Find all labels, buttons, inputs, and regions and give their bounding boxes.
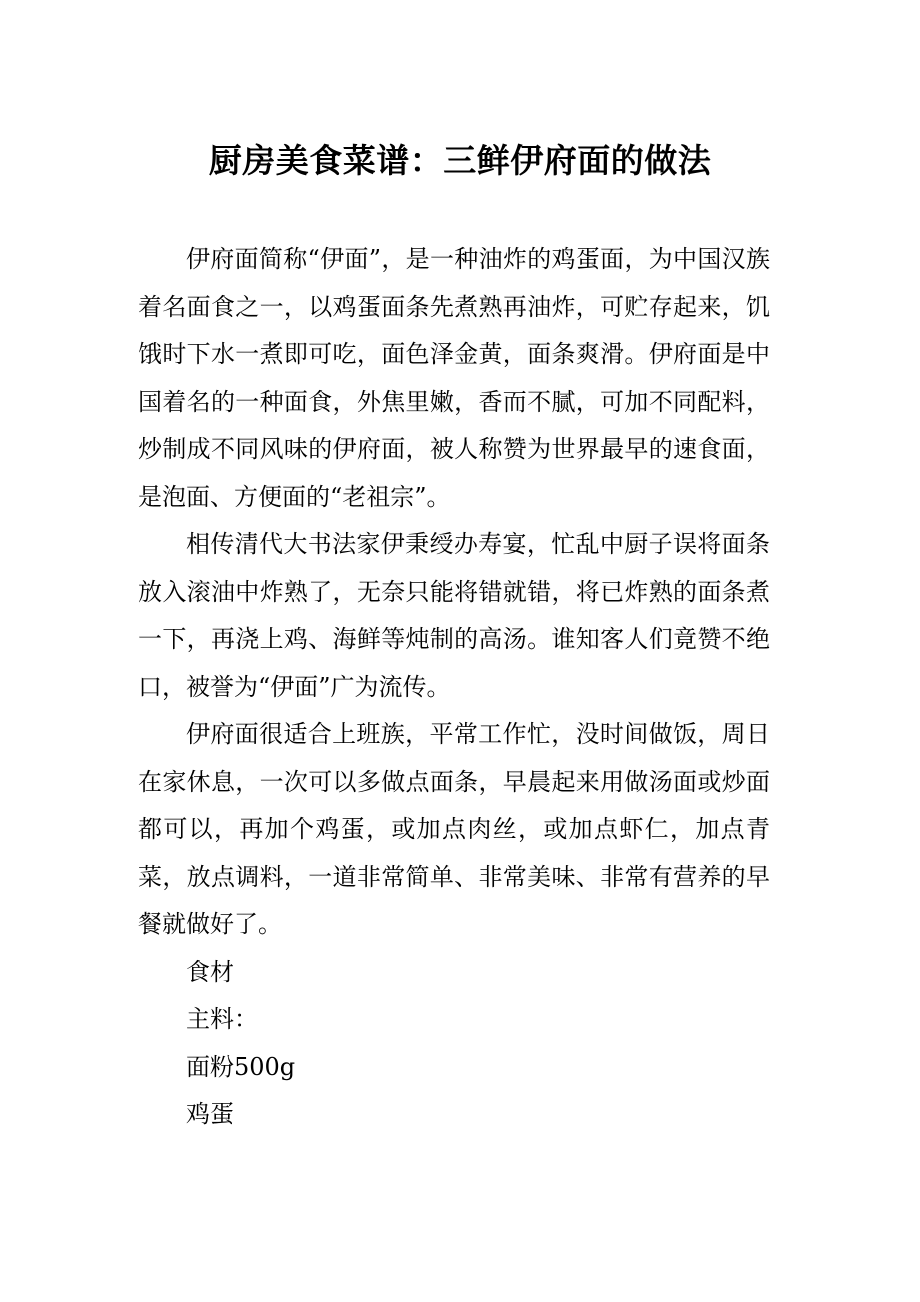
page-title: 厨房美食菜谱：三鲜伊府面的做法 bbox=[208, 141, 712, 180]
main-ingredients-label: 主料： bbox=[186, 1005, 258, 1033]
ingredient-item: 面粉500g bbox=[186, 1052, 296, 1081]
paragraph-history: 相传清代大书法家伊秉绶办寿宴，忙乱中厨子误将面条放入滚油中炸熟了，无奈只能将错就错，将已炸熟的面条煮一下，再浇上鸡、海鲜等炖制的高汤。谁知客人们竟赞不绝口，被誉为“伊面”广为流传。 bbox=[138, 530, 770, 701]
document-body bbox=[138, 236, 770, 1139]
ingredient-item: 鸡蛋 bbox=[186, 1100, 234, 1128]
ingredients-heading: 食材 bbox=[186, 957, 234, 986]
paragraph-intro: 伊府面简称“伊面”，是一种油炸的鸡蛋面，为中国汉族着名面食之一，以鸡蛋面条先煮熟再油炸，可贮存起来，饥饿时下水一煮即可吃，面色泽金黄，面条爽滑。伊府面是中国着名的一种面食，外焦里嫩，香而不腻，可加不同配料，炒制成不同风味的伊府面，被人称赞为世界最早的速食面，是泡面、方便面的“老祖宗”。 bbox=[138, 245, 770, 511]
paragraph-usage: 伊府面很适合上班族，平常工作忙，没时间做饭，周日在家休息，一次可以多做点面条，早晨起来用做汤面或炒面都可以，再加个鸡蛋，或加点肉丝，或加点虾仁，加点青菜，放点调料，一道非常简单、非常美味、非常有营养的早餐就做好了。 bbox=[138, 720, 770, 938]
